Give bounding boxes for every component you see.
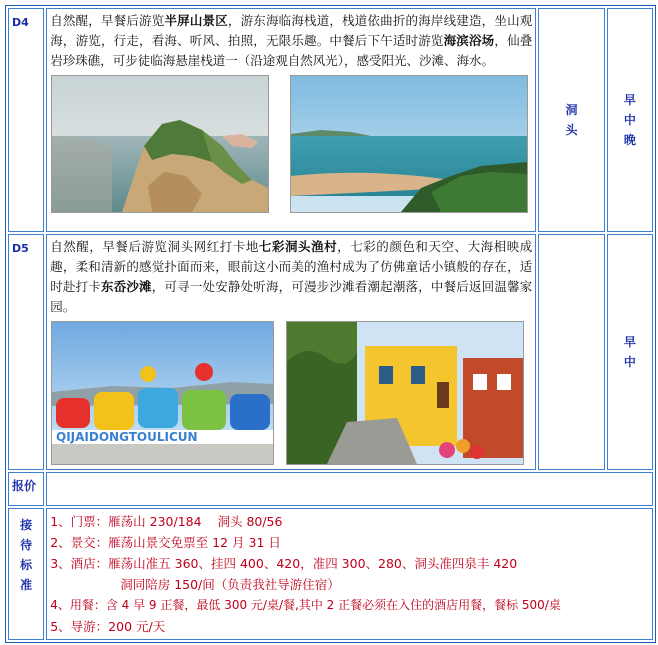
standards-label: 接 待 标 准 [20,518,33,592]
stay-cell [538,234,604,470]
day-label: D5 [12,242,29,255]
colorful-village-photo [286,321,524,465]
meals-included: 早 中 晚 [623,93,636,147]
price-value-cell [46,472,653,506]
beach-photo [290,75,528,213]
meals-cell [607,8,653,232]
day-cell [8,8,44,232]
day-cell [8,234,44,470]
standards-content-cell [46,508,653,640]
standard-meals: 4、用餐：含 4 早 9 正餐，最低 300 元/桌/餐,其中 2 正餐必须在入住的酒店用餐，餐标 500/桌 [50,598,561,612]
day-description [50,11,532,71]
standard-guide: 5、导游：200 元/天 [50,619,166,634]
desc-text: 自然醒，早餐后游览 [50,13,165,28]
desc-text: ，仙叠岩珍珠礁，可步徒临海悬崖栈道一（沿途观自然风光），感受阳光、沙滩、海水。 [50,33,533,68]
day-row-d5 [8,234,653,470]
photo-row [50,75,532,215]
meals-cell [607,234,653,470]
day-description [50,237,532,317]
standard-hotel: 3、酒店：雁荡山准五 360、挂四 400、420，准四 300、280、洞头准四泉丰 420 [50,556,518,571]
sign-lettering: QIJAIDONGTOULICUN [56,430,198,444]
day-row-d4 [8,8,653,232]
price-label: 报价 [12,479,37,493]
standards-list [50,511,649,637]
highlight-beach: 海滨浴场 [443,33,495,48]
day-description-cell [46,234,536,470]
desc-text: ，可寻一处安静处听海，可漫步沙滩看潮起潮落，中餐后返回温馨家园。 [50,279,533,314]
standard-tickets: 1、门票：雁荡山 230/184 洞头 80/56 [50,514,283,529]
standards-label-cell [8,508,44,640]
price-label-cell [8,472,44,506]
desc-text: ，游东海临海栈道，栈道依曲折的海岸线建造，坐山观海，游览，行走，看海、听风、拍照，无限乐趣。中餐后下午适时游览 [50,13,533,48]
highlight-dongao-beach: 东岙沙滩 [100,279,152,294]
standards-row [8,508,653,640]
day-description-cell [46,8,536,232]
photo-row [50,321,532,467]
price-row [8,472,653,506]
standard-transport: 2、景交：雁荡山景交免票至 12 月 31 日 [50,535,281,550]
cliff-coast-photo [51,75,269,213]
highlight-banpingshan: 半屏山景区 [164,13,228,28]
desc-text: ，七彩的颜色和天空、大海相映成趣，柔和清新的感觉扑面而来，眼前这小而美的渔村成为了仿佛童话小镇般的存在，适时赴打卡 [50,239,533,294]
day-label: D4 [12,16,29,29]
village-sign-photo [51,321,274,465]
stay-location: 洞 头 [565,103,578,137]
desc-text: 自然醒，早餐后游览洞头网红打卡地 [50,239,259,254]
stay-cell [538,8,604,232]
itinerary-table [5,5,656,643]
standard-hotel-note: 洞同陪房 150/间（负责我社导游住宿） [120,577,340,592]
meals-included: 早 中 [623,335,636,369]
highlight-fishing-village: 七彩洞头渔村 [258,239,338,254]
